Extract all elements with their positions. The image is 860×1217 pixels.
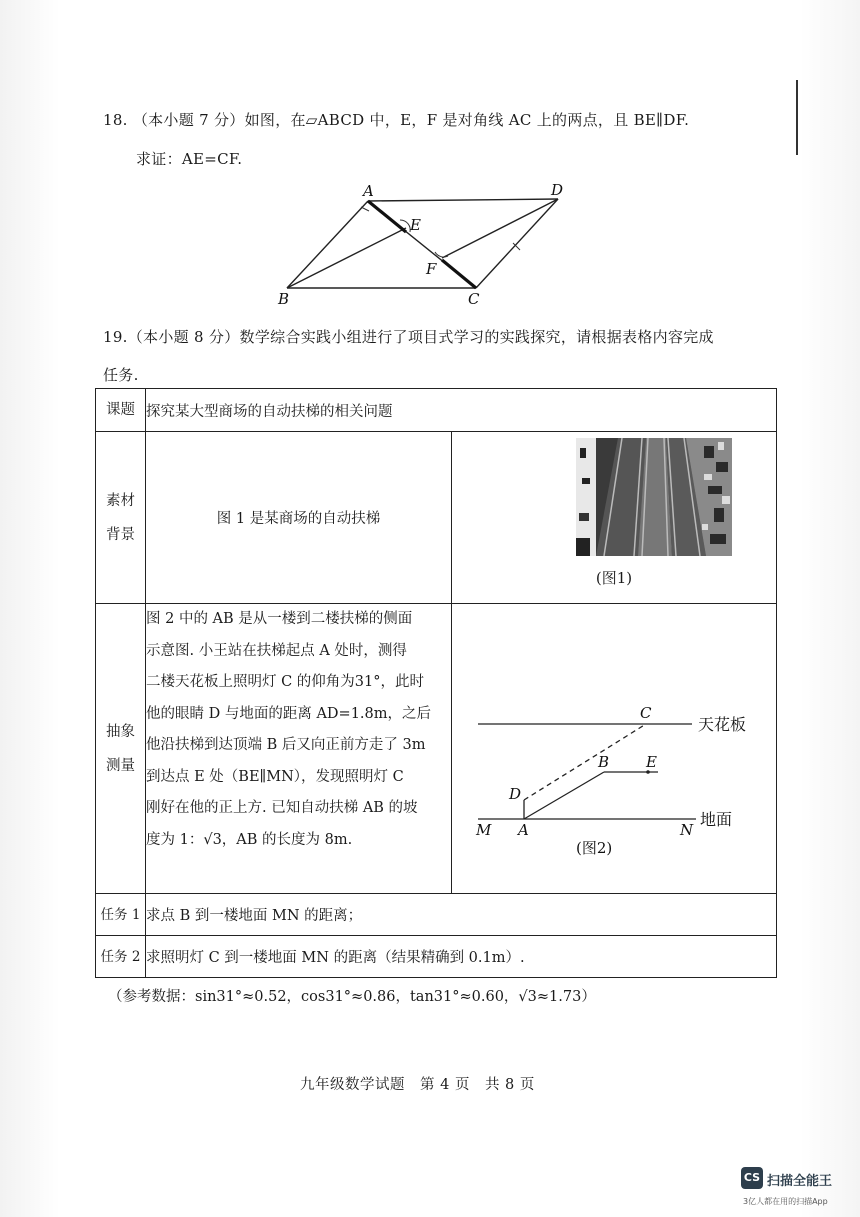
measurement-line-5: 他沿扶梯到达顶端 B 后又向正前方走了 3m — [146, 737, 426, 753]
page-footer: 九年级数学试题 第 4 页 共 8 页 — [300, 1077, 535, 1093]
fig2-label-a: A — [518, 820, 529, 839]
task1-text: 求点 B 到一楼地面 MN 的距离； — [146, 894, 777, 936]
measurement-line-2: 示意图. 小王站在扶梯起点 A 处时，测得 — [146, 642, 407, 659]
photo-cell — [452, 432, 777, 604]
row-background — [96, 432, 777, 604]
escalator-photo — [576, 438, 732, 556]
measurement-text — [146, 604, 452, 894]
tick-a — [361, 207, 369, 211]
label-b: B — [278, 290, 290, 308]
side-ab — [287, 201, 368, 288]
background-text: 图 1 是某商场的自动扶梯 — [146, 432, 452, 604]
fig2-label-b: B — [598, 752, 610, 771]
scanner-logo-name: 扫描全能王 — [767, 1174, 833, 1189]
measurement-line-7: 刚好在他的正上方. 已知自动扶梯 AB 的坡 — [146, 800, 418, 816]
row-task2 — [96, 936, 777, 978]
q19-statement: 19.（本小题 8 分）数学综合实践小组进行了项目式学习的实践探究，请根据表格内容完成 — [103, 328, 714, 346]
label-e: E — [410, 216, 421, 234]
label-c: C — [468, 290, 480, 308]
side-ad — [368, 199, 558, 201]
label-a: A — [363, 182, 374, 200]
parallelogram-figure — [270, 180, 590, 310]
label-f: F — [426, 260, 437, 278]
fig2-label-c: C — [640, 703, 652, 722]
scanner-logo-icon: CS — [741, 1167, 763, 1189]
topic-label: 课题 — [96, 389, 146, 432]
measurement-line-3: 二楼天花板上照明灯 C 的仰角为31°，此时 — [146, 674, 425, 690]
scanner-logo-subtitle: 3亿人都在用的扫描App — [743, 1197, 828, 1206]
margin-rule — [796, 80, 798, 155]
side-cd — [476, 199, 558, 288]
figure1-caption: (图1) — [595, 568, 633, 587]
q18-statement: 18. （本小题 7 分）如图，在▱ABCD 中，E，F 是对角线 AC 上的两点，且 BE∥DF. — [103, 111, 690, 129]
fig2-label-m: M — [476, 820, 492, 839]
segment-cf-mark — [442, 260, 476, 288]
reference-data: （参考数据：sin31°≈0.52，cos31°≈0.86，tan31°≈0.60，√3≈1.73） — [108, 989, 596, 1005]
row-measurement — [96, 604, 777, 894]
measurement-line-4: 他的眼睛 D 与地面的距离 AD=1.8m，之后 — [146, 705, 432, 722]
escalator-ab — [524, 772, 604, 819]
label-d: D — [551, 181, 564, 199]
q19-statement-cont: 任务. — [103, 366, 139, 384]
task-table — [95, 388, 777, 978]
fig2-label-n: N — [680, 820, 694, 839]
figure2-caption: (图2) — [576, 838, 613, 857]
photo-box — [452, 433, 776, 603]
q18-prove: 求证：AE=CF. — [136, 150, 243, 168]
sight-line-dc — [524, 724, 646, 800]
task2-text: 求照明灯 C 到一楼地面 MN 的距离（结果精确到 0.1m）. — [146, 936, 777, 978]
measurement-label-2: 测量 — [106, 757, 135, 774]
segment-ae-mark — [368, 201, 406, 232]
task2-label: 任务 2 — [96, 936, 146, 978]
background-label-2: 背景 — [106, 526, 135, 543]
measurement-label-1: 抽象 — [106, 723, 135, 740]
measurement-line-8: 度为 1：√3，AB 的长度为 8m. — [146, 831, 353, 848]
row-topic — [96, 389, 777, 432]
row-task1 — [96, 894, 777, 936]
ground-label: 地面 — [700, 809, 733, 829]
measurement-label — [96, 604, 146, 894]
segment-df — [442, 199, 558, 258]
background-label — [96, 432, 146, 604]
segment-be — [287, 228, 406, 288]
ceiling-label: 天花板 — [698, 714, 747, 734]
escalator-diagram — [452, 605, 777, 893]
background-label-1: 素材 — [106, 492, 135, 509]
fig2-label-e: E — [646, 752, 657, 771]
figure2-cell — [452, 604, 777, 894]
fig2-label-d: D — [509, 784, 522, 803]
topic-text: 探究某大型商场的自动扶梯的相关问题 — [146, 389, 777, 432]
measurement-line-6: 到达点 E 处（BE∥MN），发现照明灯 C — [146, 768, 404, 785]
measurement-line-1: 图 2 中的 AB 是从一楼到二楼扶梯的侧面 — [146, 611, 413, 627]
task1-label: 任务 1 — [96, 894, 146, 936]
